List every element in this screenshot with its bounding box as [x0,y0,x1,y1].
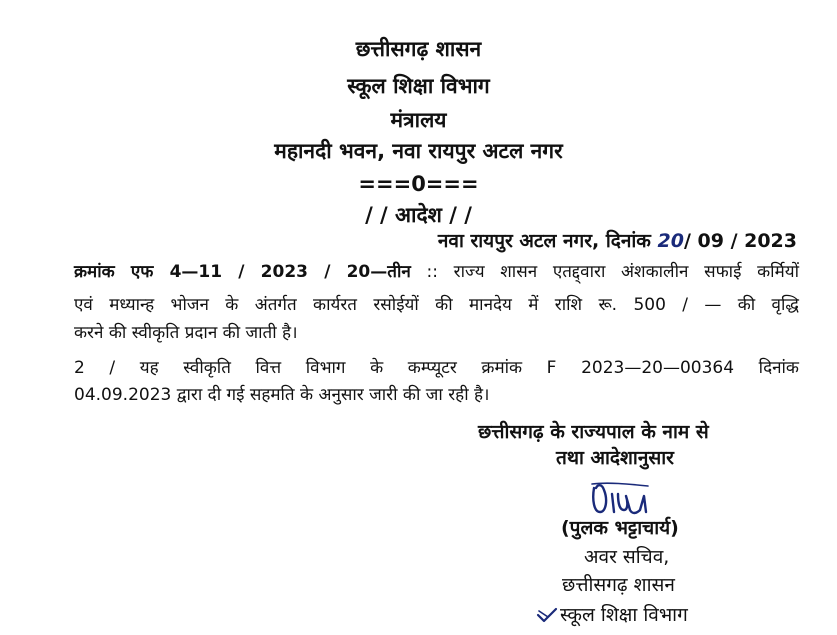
order-line-4: 2 / यह स्वीकृति वित्त विभाग के कम्प्यूटर क्रमांक F 2023—20—00364 दिनांक [74,358,799,378]
order-line-2: एवं मध्यान्ह भोजन के अंतर्गत कार्यरत रसोईयों की मानदेय में राशि रू. 500 / — की वृद्धि [74,295,799,315]
department-name: स्कूल शिक्षा विभाग [347,74,490,98]
authority-line-2: तथा आदेशानुसार [556,447,674,469]
signatory-department: स्कूल शिक्षा विभाग [560,604,688,626]
order-text-1: :: राज्य शासन एतद्द्वारा अंशकालीन सफाई कर्मियों [410,262,800,282]
date-rest: / 09 / 2023 [683,230,797,252]
order-line-5: 04.09.2023 द्वारा दी गई सहमति के अनुसार जारी की जा रही है। [74,385,490,405]
order-number: क्रमांक एफ 4—11 / 2023 / 20—तीन [74,262,411,282]
signatory-name: (पुलक भट्टाचार्य) [561,517,679,539]
signatory-designation: अवर सचिव, [584,546,670,568]
separator: ===0=== [358,172,479,196]
order-line-1 [74,260,799,284]
signatory-government: छत्तीसगढ़ शासन [562,574,675,596]
handwritten-day: 20 [657,230,684,252]
date-line [438,229,797,253]
order-title: / / आदेश / / [365,203,472,227]
authority-line-1: छत्तीसगढ़ के राज्यपाल के नाम से [478,421,709,443]
date-place: नवा रायपुर अटल नगर, दिनांक [437,230,658,252]
handwritten-tick-mark [536,605,558,623]
office-address: महानदी भवन, नवा रायपुर अटल नगर [274,139,563,163]
order-line-3: करने की स्वीकृति प्रदान की जाती है। [74,323,298,343]
government-name: छत्तीसगढ़ शासन [355,37,482,61]
ministry-label: मंत्रालय [390,108,447,132]
